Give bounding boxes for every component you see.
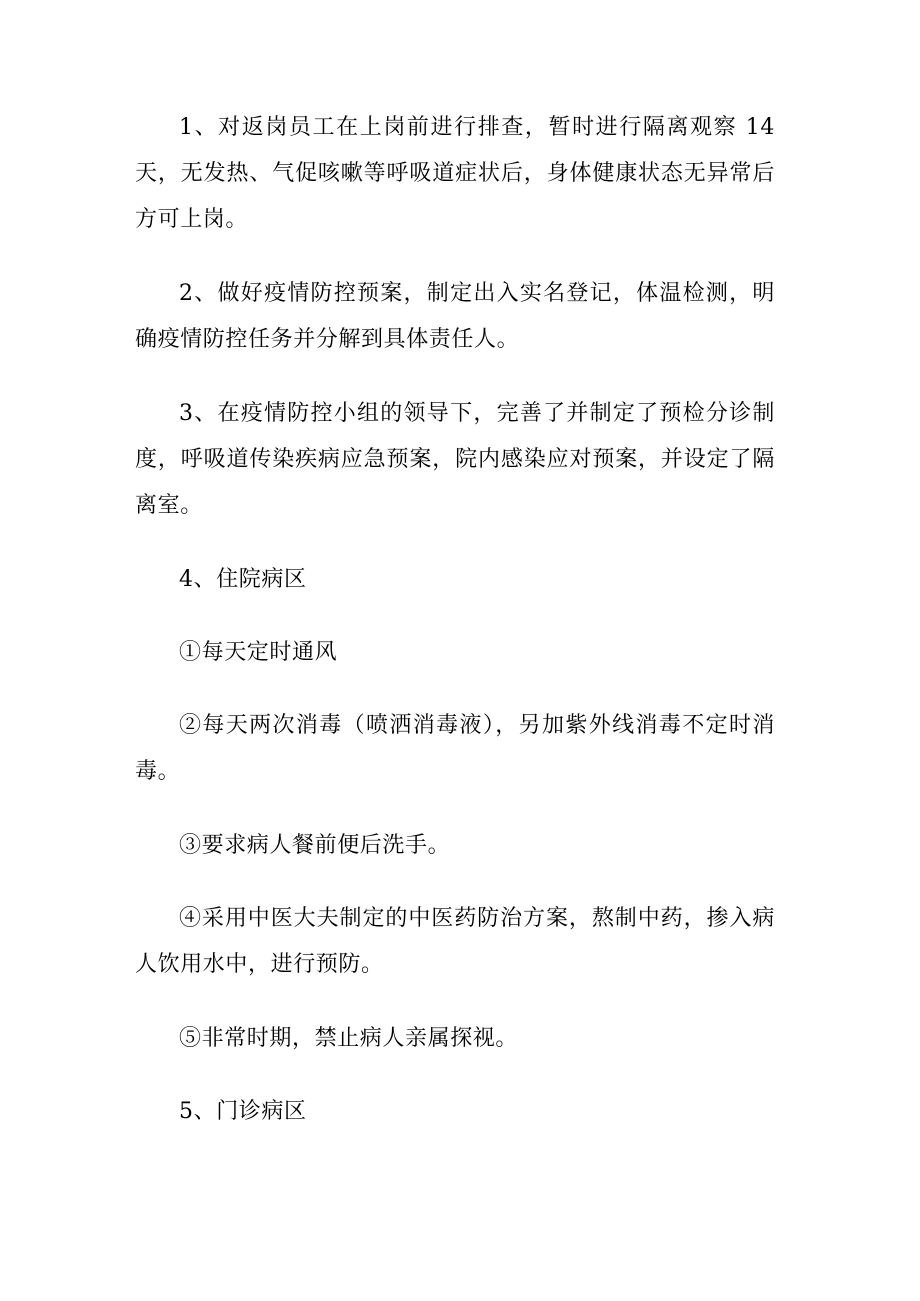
section-heading-inpatient: 4、住院病区 xyxy=(179,567,307,592)
section-heading-outpatient: 5、门诊病区 xyxy=(179,1099,307,1124)
list-item-handwashing: ③要求病人餐前便后洗手。 xyxy=(179,833,451,858)
list-item-no-visits: ⑤非常时期，禁止病人亲属探视。 xyxy=(179,1026,519,1051)
list-item-disinfection: ②每天两次消毒（喷洒消毒液），另加紫外线消毒不定时消毒。 xyxy=(135,713,775,784)
paragraph-1: 1、对返岗员工在上岗前进行排查，暂时进行隔离观察 14 天，无发热、气促咳嗽等呼吸道症状后，身体健康状态无异常后方可上岗。 xyxy=(135,115,775,232)
paragraph-3: 3、在疫情防控小组的领导下，完善了并制定了预检分诊制度，呼吸道传染疾病应急预案，院内感染应对预案，并设定了隔离室。 xyxy=(135,401,775,518)
paragraph-2: 2、做好疫情防控预案，制定出入实名登记，体温检测，明确疫情防控任务并分解到具体责任人。 xyxy=(135,281,775,352)
document-body xyxy=(135,105,775,1162)
list-item-ventilation: ①每天定时通风 xyxy=(179,640,338,665)
list-item-tcm-prevention: ④采用中医大夫制定的中医药防治方案，熬制中药，掺入病人饮用水中，进行预防。 xyxy=(135,906,775,977)
